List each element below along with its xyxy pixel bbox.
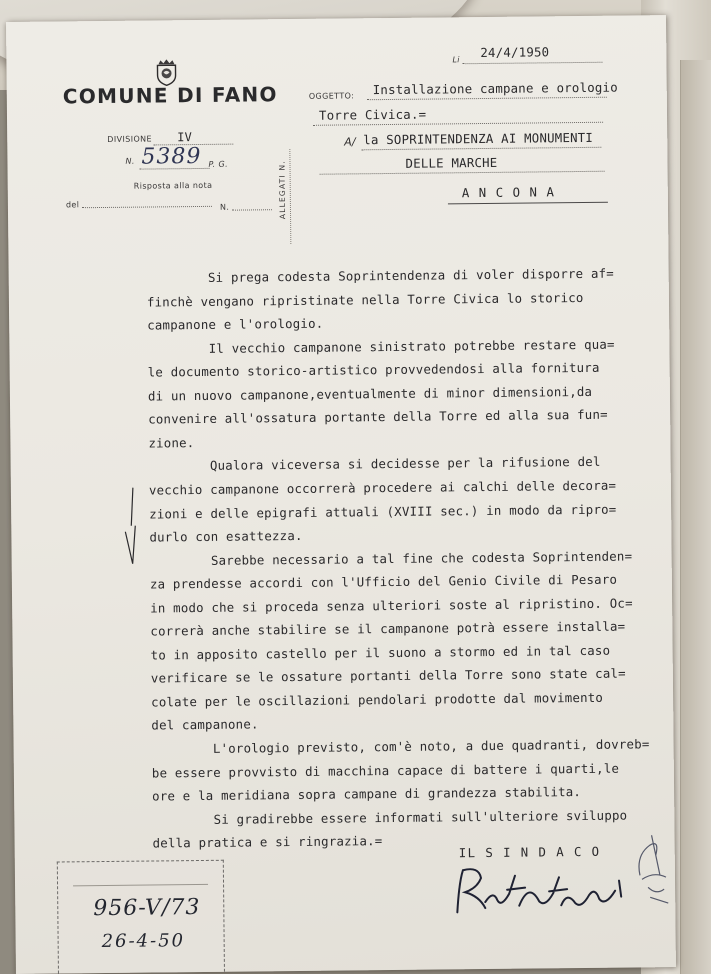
body-line: ore e la meridiana sopra campane di grandezza stabilita.	[152, 784, 582, 804]
addressee-prefix: A/	[344, 135, 356, 149]
body-line: in modo che si proceda senza ulteriori soste al ripristino. Oc=	[150, 595, 633, 616]
body-line: del campanone.	[151, 716, 259, 733]
registry-stamp-header	[73, 871, 208, 886]
allegati-label: ALLEGATI N.	[277, 160, 288, 220]
body-line: colate per le oscillazioni pendolari prodotte dal movimento	[151, 689, 604, 710]
body-line: convenire all'ossatura portante della Torre ed alla sua fun=	[148, 407, 608, 427]
initials-mark	[629, 815, 675, 910]
body-line: to in apposito castello per il suono a stormo ed in tal caso	[150, 642, 611, 663]
body-line: campanone e l'orologio.	[147, 315, 324, 333]
signature-title: IL S I N D A C O	[458, 843, 601, 861]
body-line: finchè vengano ripristinate nella Torre Civica lo storico	[146, 289, 584, 310]
n-label: N.	[219, 202, 230, 212]
numero-label: N.	[125, 156, 135, 166]
del-label: del	[65, 200, 80, 210]
body-line: vecchio campanone occorrerà procedere ai calchi delle decora=	[148, 477, 617, 498]
addressee-line-2: DELLE MARCHE	[405, 154, 498, 171]
addressee-line-1: la SOPRINTENDENZA AI MONUMENTI	[363, 129, 594, 148]
body-line: Si prega codesta Soprintendenza di voler disporre af=	[146, 265, 614, 286]
body-line: Il vecchio campanone sinistrato potrebbe restare qua=	[147, 336, 615, 357]
li-label: Li	[452, 55, 460, 65]
header-divider	[289, 149, 291, 244]
body-line: correrà anche stabilire se il campanone potrà essere installa=	[150, 618, 626, 639]
oggetto-line-1: Installazione campane e orologio	[372, 79, 618, 98]
body-line: della pratica e si ringrazia.=	[152, 833, 383, 851]
margin-check-mark	[121, 486, 140, 566]
registry-protocol: 956-V/73	[93, 895, 201, 922]
background-sheet-edge	[680, 60, 711, 974]
body-line: Sarebbe necessario a tal fine che codesta Soprintenden=	[149, 548, 633, 569]
letter-date: 24/4/1950	[480, 44, 550, 61]
body-line: di un nuovo campanone,eventualmente di minor dimensioni,da	[147, 383, 593, 404]
oggetto-line-2: Torre Civica.=	[318, 106, 427, 123]
protocol-number: 5389	[141, 143, 202, 170]
addressee-city: A N C O N A	[461, 184, 555, 201]
pg-label: P. G.	[208, 159, 229, 169]
city-crest-icon	[154, 58, 178, 86]
body-line: durlo con esattezza.	[149, 527, 303, 545]
body-line: Si gradirebbe essere informati sull'ulteriore sviluppo	[152, 807, 628, 828]
body-line: zioni e delle epigrafi attuali (XVIII sec.) in modo da ripro=	[149, 501, 617, 522]
oggetto-label: OGGETTO:	[308, 91, 355, 101]
letter-page	[6, 15, 676, 974]
registry-date: 26-4-50	[101, 930, 186, 953]
divisione-value: IV	[177, 130, 193, 145]
body-line: zione.	[148, 434, 195, 451]
divisione-label: DIVISIONE	[107, 134, 153, 144]
body-line: verificare se le ossature portanti della Torre sono state cal=	[150, 665, 626, 686]
comune-title: COMUNE DI FANO	[62, 82, 278, 109]
body-line: za prendesse accordi con l'Ufficio del Genio Civile di Pesaro	[149, 571, 618, 592]
body-line: be essere provvisto di macchina capace di battere i quarti,le	[151, 760, 620, 781]
risposta-label: Risposta alla nota	[133, 180, 213, 191]
handwritten-signature	[449, 861, 630, 918]
body-line: L'orologio previsto, com'è noto, a due quadranti, dovreb=	[151, 736, 650, 757]
body-line: Qualora viceversa si decidesse per la rifusione del	[148, 454, 601, 474]
body-line: le documento storico-artistico provvedendosi alla fornitura	[147, 359, 600, 380]
